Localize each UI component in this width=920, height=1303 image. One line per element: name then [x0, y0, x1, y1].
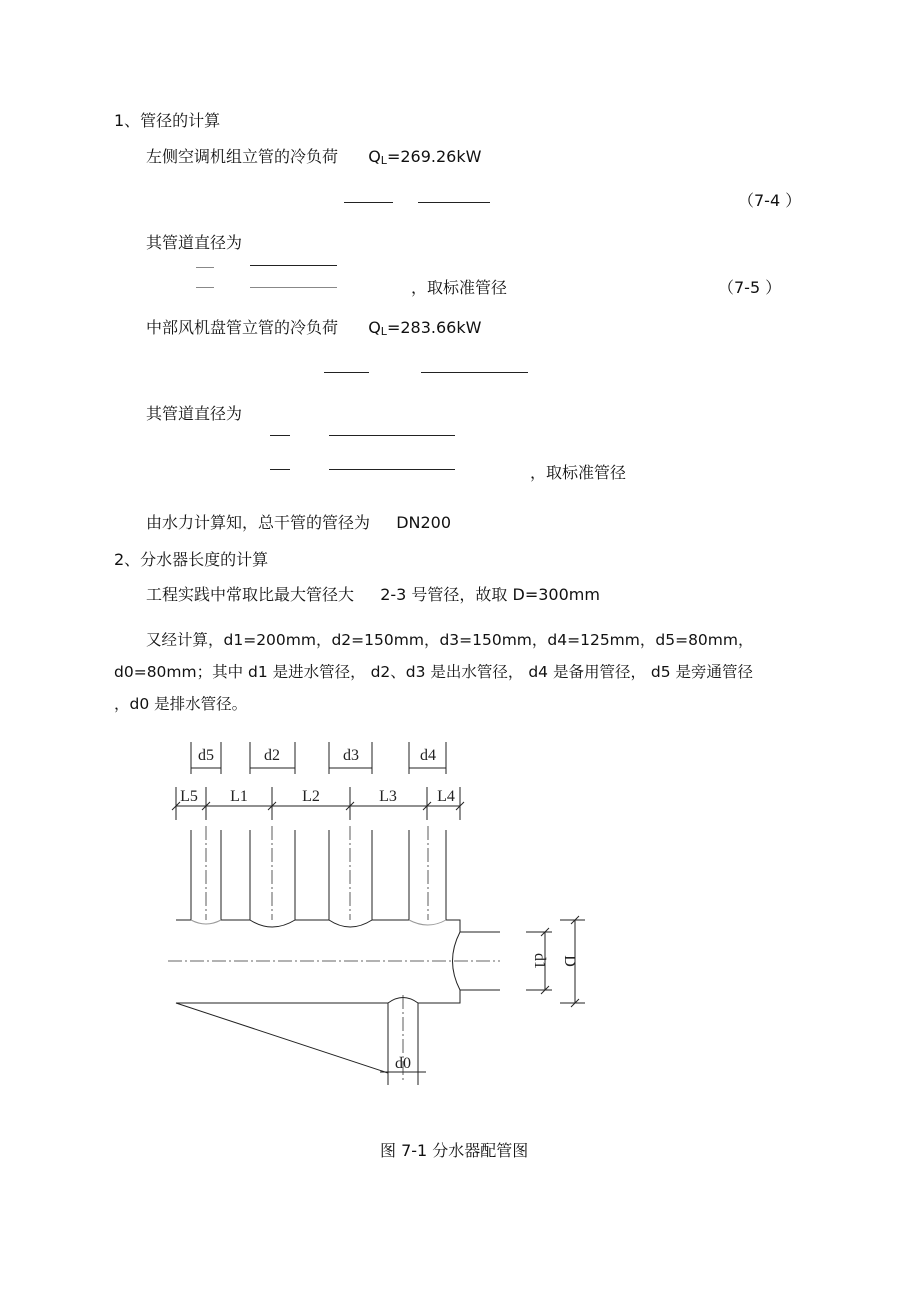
mid-riser-label: 中部风机盘管立管的冷负荷: [146, 318, 339, 337]
label-d4: d4: [420, 747, 436, 764]
left-diameter-label: 其管道直径为: [146, 233, 243, 252]
label-d0: d0: [395, 1055, 411, 1072]
calc-line-2: d0=80mm；其中 d1 是进水管径， d2、d3 是出水管径， d4 是备用管径， d5 是旁通管径: [114, 663, 754, 681]
left-riser-q-value: =269.26kW: [386, 147, 482, 166]
section-1-heading: 1、管径的计算: [114, 111, 221, 130]
label-d2: d2: [264, 747, 280, 764]
label-L4: L4: [437, 788, 455, 805]
mid-diameter-label: 其管道直径为: [146, 404, 243, 423]
figure-caption: 图 7-1 分水器配管图: [380, 1141, 529, 1160]
label-L5: L5: [180, 788, 198, 805]
practice-text: 工程实践中常取比最大管径大: [146, 585, 355, 604]
calc-line-1: 又经计算，d1=200mm，d2=150mm，d3=150mm，d4=125mm，d5=80mm，: [146, 631, 754, 649]
equation-number-7-4: （7-4 ）: [738, 191, 802, 210]
label-L3: L3: [379, 788, 397, 805]
trunk-text: 由水力计算知，总干管的管径为: [146, 513, 371, 532]
left-riser-q-sub: L: [380, 154, 387, 167]
label-d5: d5: [198, 747, 214, 764]
practice-value: 2-3 号管径，故取 D=300mm: [380, 585, 600, 604]
mid-riser-q-sub: L: [380, 325, 387, 338]
mid-riser-q-symbol: Q: [368, 318, 381, 337]
left-riser-label: 左侧空调机组立管的冷负荷: [146, 147, 339, 166]
trunk-value: DN200: [396, 513, 452, 532]
label-L2: L2: [302, 788, 320, 805]
label-d1: d1: [531, 953, 548, 969]
label-d3: d3: [343, 747, 359, 764]
label-L1: L1: [230, 788, 248, 805]
label-D: D: [561, 955, 578, 967]
left-standard-text: ，取标准管径: [411, 278, 508, 297]
section-2-heading: 2、分水器长度的计算: [114, 550, 269, 569]
left-riser-q-symbol: Q: [368, 147, 381, 166]
equation-number-7-5: （7-5 ）: [718, 278, 782, 297]
mid-riser-q-value: =283.66kW: [386, 318, 482, 337]
calc-line-3: ，d0 是排水管径。: [114, 695, 248, 713]
mid-standard-text: ，取标准管径: [530, 463, 627, 482]
